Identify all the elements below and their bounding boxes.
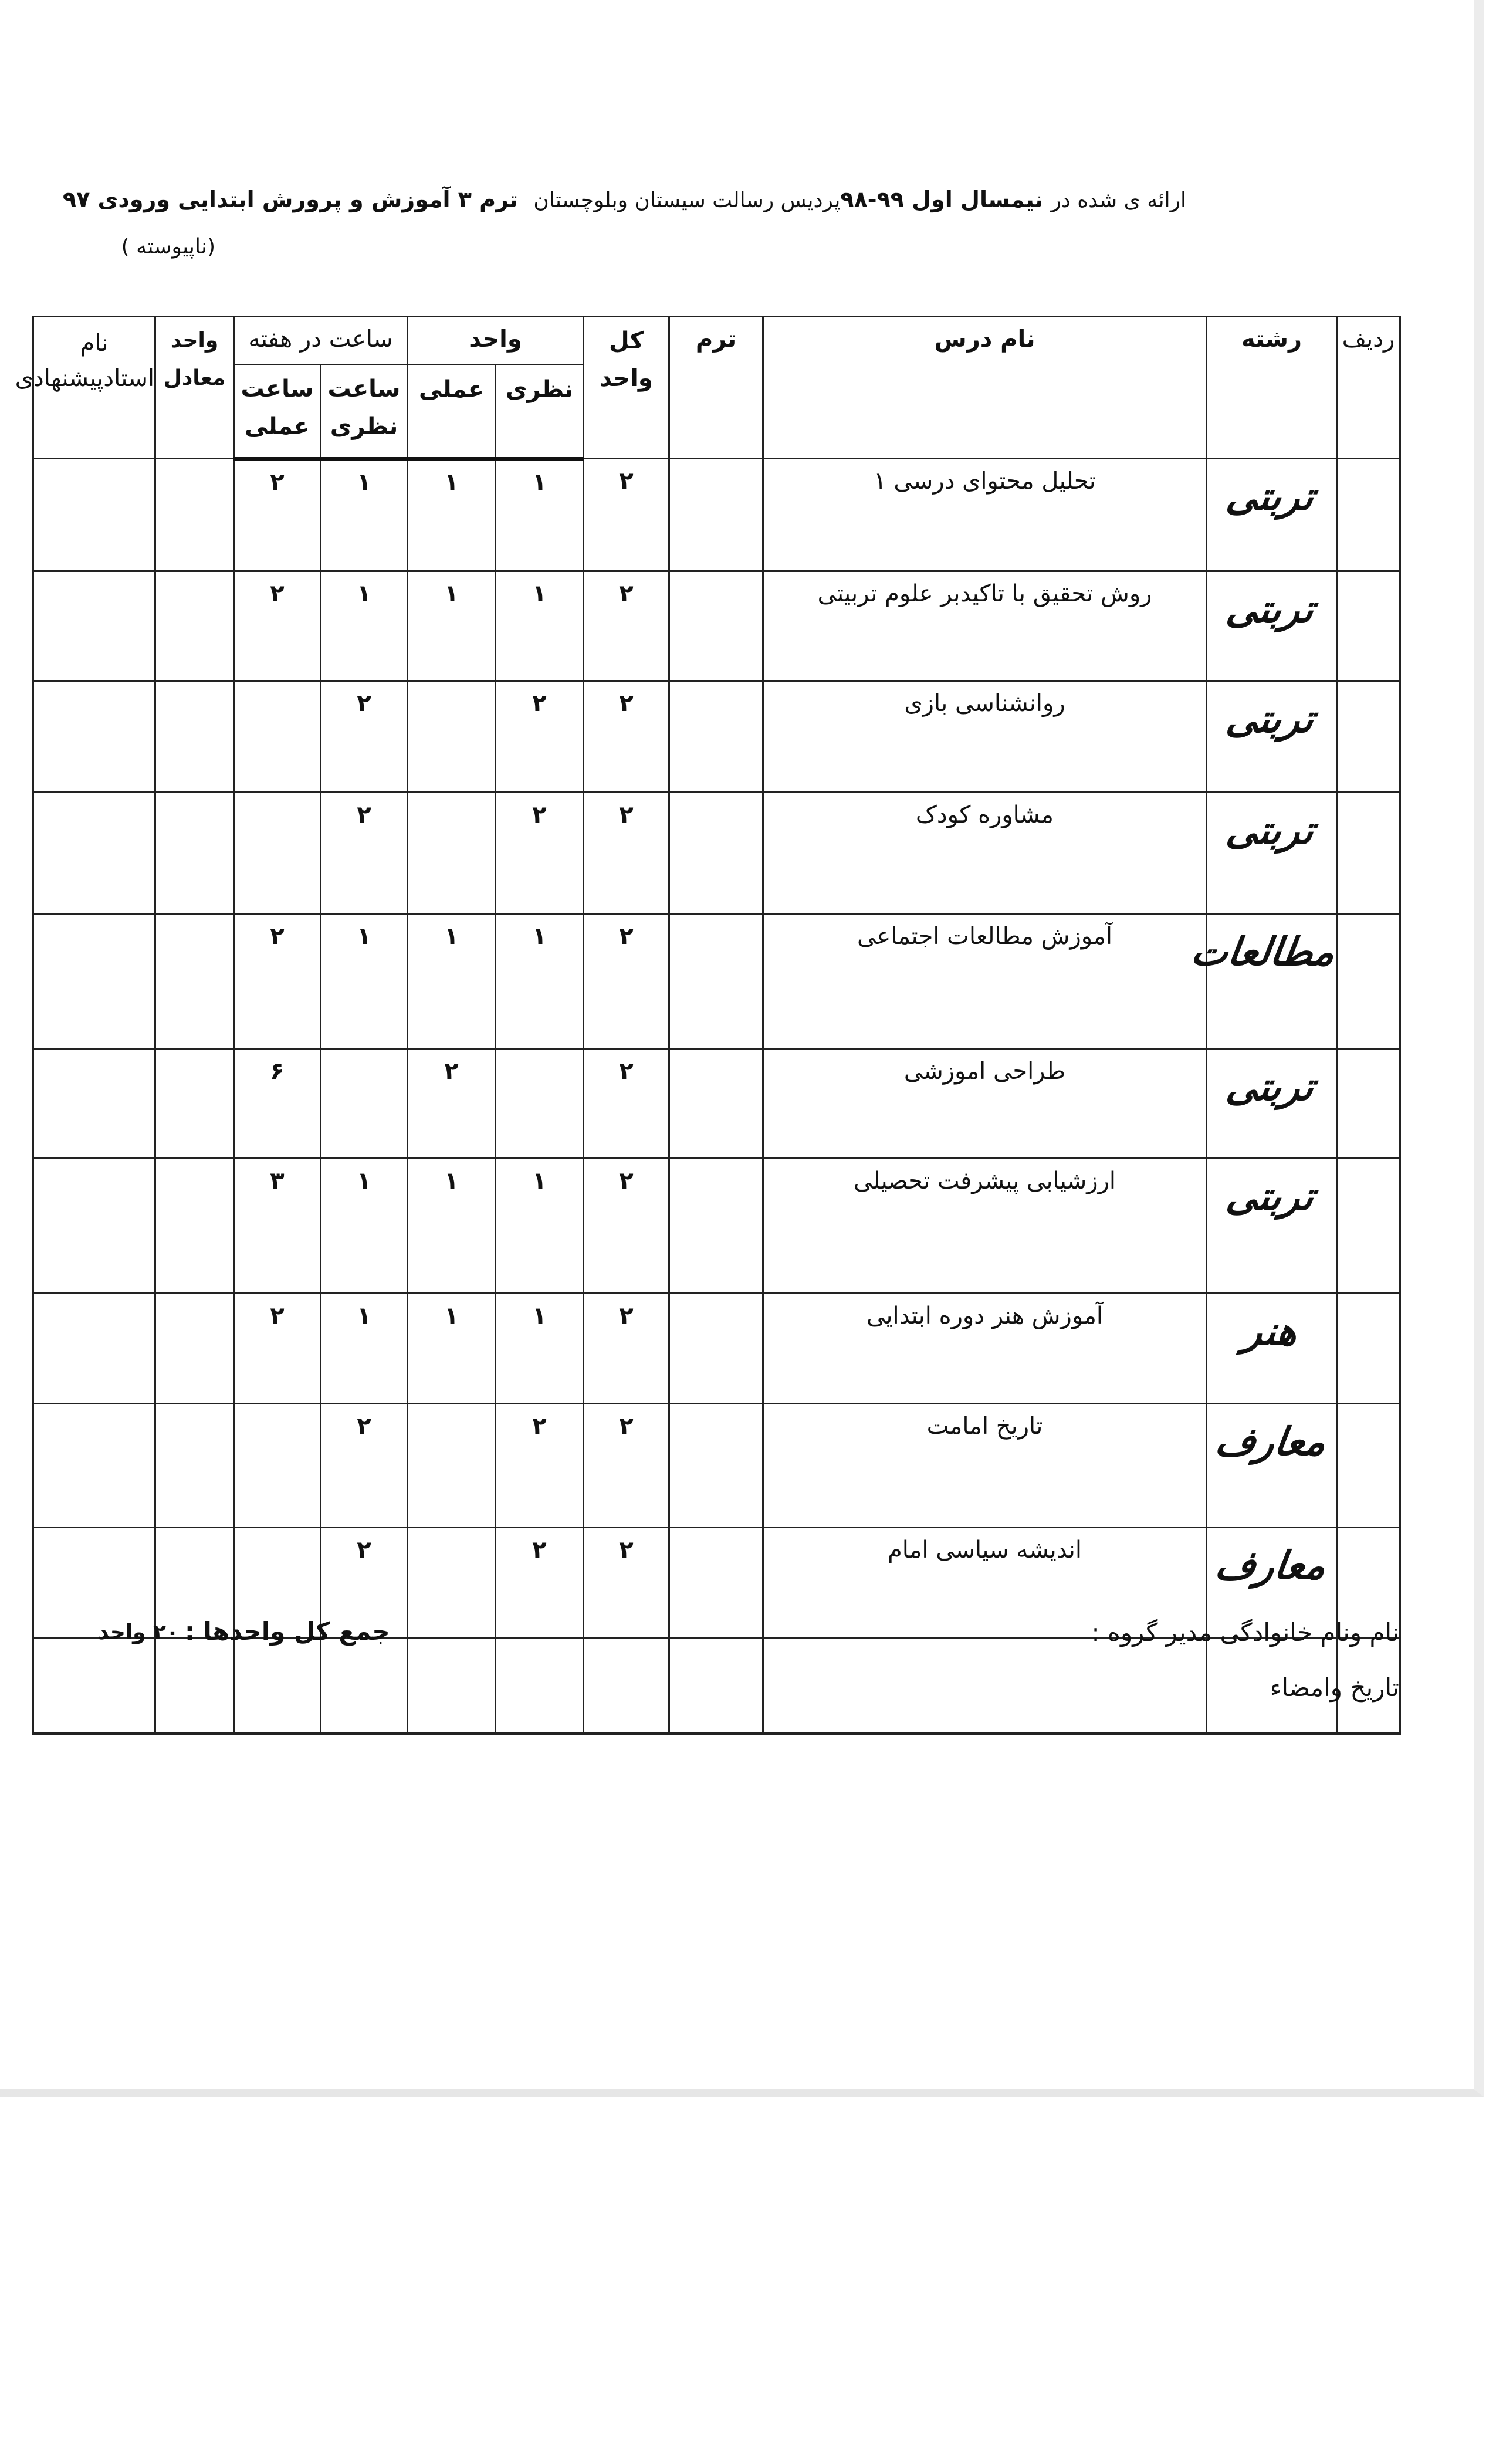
cell-equiv bbox=[155, 571, 234, 681]
header-equivalent-unit: واحد معادل bbox=[155, 317, 234, 459]
cell-u-practical bbox=[408, 792, 496, 913]
table-row bbox=[33, 681, 1400, 793]
cell-u-theory: ۱ bbox=[496, 914, 584, 1049]
cell-total: ۲ bbox=[584, 914, 669, 1049]
cell-h-practical bbox=[234, 1403, 321, 1528]
cell-course: روش تحقیق با تاکیدبر علوم تربیتی bbox=[763, 571, 1207, 681]
cell-field bbox=[1207, 792, 1337, 913]
title-part-3: پردیس رسالت سیستان وبلوچستان bbox=[533, 188, 841, 212]
cell-h-theory bbox=[321, 1049, 408, 1159]
cell-course: تحلیل محتوای درسی ۱ bbox=[763, 459, 1207, 571]
cell-field bbox=[1207, 459, 1337, 571]
handwritten-field: تربتی bbox=[1224, 807, 1318, 853]
cell-term bbox=[669, 1159, 763, 1294]
cell-field bbox=[1207, 1294, 1337, 1403]
cell-total: ۲ bbox=[584, 1528, 669, 1637]
cell-h-theory: ۲ bbox=[321, 792, 408, 913]
title-part-4: ترم ۳ آموزش و پرورش ابتدایی ورودی ۹۷ bbox=[62, 187, 518, 212]
cell-h-practical: ۲ bbox=[234, 1294, 321, 1403]
signature-section bbox=[32, 1609, 1399, 1734]
cell-term bbox=[669, 1294, 763, 1403]
cell-u-theory: ۱ bbox=[496, 1159, 584, 1294]
cell-field bbox=[1207, 1159, 1337, 1294]
table-row bbox=[33, 792, 1400, 913]
header-row-index: ردیف bbox=[1337, 317, 1400, 459]
cell-h-practical bbox=[234, 681, 321, 793]
cell-h-practical: ۲ bbox=[234, 571, 321, 681]
cell-row bbox=[1337, 681, 1400, 793]
table-row bbox=[33, 1049, 1400, 1159]
cell-instructor bbox=[33, 1049, 155, 1159]
cell-course: تاریخ امامت bbox=[763, 1403, 1207, 1528]
cell-field bbox=[1207, 681, 1337, 793]
cell-total: ۲ bbox=[584, 1294, 669, 1403]
cell-equiv bbox=[155, 1049, 234, 1159]
table-row bbox=[33, 1403, 1400, 1528]
cell-course: طراحی اموزشی bbox=[763, 1049, 1207, 1159]
cell-h-theory: ۲ bbox=[321, 681, 408, 793]
cell-total: ۲ bbox=[584, 792, 669, 913]
cell-h-theory: ۱ bbox=[321, 1159, 408, 1294]
cell-field bbox=[1189, 914, 1338, 1049]
cell-total: ۲ bbox=[584, 1049, 669, 1159]
cell-u-theory: ۱ bbox=[496, 459, 584, 571]
cell-u-theory: ۲ bbox=[496, 1403, 584, 1528]
header-units: واحد bbox=[408, 317, 584, 365]
cell-u-theory: ۱ bbox=[496, 1294, 584, 1403]
total-units-label: جمع کل واحدها : bbox=[185, 1617, 390, 1646]
cell-row bbox=[1337, 1049, 1400, 1159]
cell-equiv bbox=[155, 1159, 234, 1294]
total-units-value: ۲۰ واحد bbox=[98, 1620, 179, 1644]
cell-course: ارزشیابی پیشرفت تحصیلی bbox=[763, 1159, 1207, 1294]
handwritten-field: هنر bbox=[1240, 1308, 1301, 1355]
cell-term bbox=[669, 914, 763, 1049]
cell-total: ۲ bbox=[584, 681, 669, 793]
cell-term bbox=[669, 571, 763, 681]
cell-u-practical: ۱ bbox=[408, 1159, 496, 1294]
cell-h-practical: ۶ bbox=[234, 1049, 321, 1159]
course-table bbox=[15, 316, 1401, 1735]
document-subtitle: (ناپیوسته ) bbox=[121, 235, 215, 259]
cell-term bbox=[669, 1403, 763, 1528]
cell-h-practical: ۲ bbox=[234, 459, 321, 571]
cell-course: اندیشه سیاسی امام bbox=[763, 1528, 1207, 1637]
header-field: رشته bbox=[1207, 317, 1337, 459]
cell-h-theory: ۲ bbox=[321, 1528, 408, 1637]
cell-row bbox=[1337, 1159, 1400, 1294]
cell-h-theory: ۱ bbox=[321, 1294, 408, 1403]
cell-field bbox=[1207, 571, 1337, 681]
group-manager-label: نام ونام خانوادگی مدیر گروه : bbox=[1091, 1618, 1399, 1647]
cell-u-theory: ۲ bbox=[496, 681, 584, 793]
cell-instructor bbox=[33, 459, 155, 571]
header-hours-practical: ساعت عملی bbox=[234, 365, 321, 459]
table-row bbox=[33, 1294, 1400, 1403]
cell-term bbox=[669, 459, 763, 571]
cell-u-theory: ۱ bbox=[496, 571, 584, 681]
cell-u-theory: ۲ bbox=[496, 792, 584, 913]
cell-h-practical bbox=[234, 792, 321, 913]
title-part-1: ارائه ی شده در bbox=[1051, 188, 1186, 212]
cell-instructor bbox=[33, 914, 155, 1049]
header-units-practical: عملی bbox=[408, 365, 496, 459]
header-term: ترم bbox=[669, 317, 763, 459]
table-row bbox=[33, 1159, 1400, 1294]
cell-term bbox=[669, 681, 763, 793]
cell-h-theory: ۱ bbox=[321, 459, 408, 571]
cell-instructor bbox=[33, 1294, 155, 1403]
cell-course: روانشناسی بازی bbox=[763, 681, 1207, 793]
cell-h-theory: ۲ bbox=[321, 1403, 408, 1528]
cell-course: مشاوره کودک bbox=[763, 792, 1207, 913]
cell-equiv bbox=[155, 792, 234, 913]
cell-h-practical: ۳ bbox=[234, 1159, 321, 1294]
cell-row bbox=[1337, 571, 1400, 681]
document-title bbox=[63, 187, 1186, 212]
cell-instructor bbox=[33, 681, 155, 793]
handwritten-field: مطالعات bbox=[1189, 929, 1338, 975]
cell-u-practical bbox=[408, 1403, 496, 1528]
table-row bbox=[33, 914, 1400, 1049]
cell-row bbox=[1337, 914, 1400, 1049]
cell-u-practical: ۲ bbox=[408, 1049, 496, 1159]
handwritten-field: تربتی bbox=[1224, 696, 1318, 742]
cell-total: ۲ bbox=[584, 1403, 669, 1528]
header-units-theory: نظری bbox=[496, 365, 584, 459]
cell-instructor bbox=[33, 571, 155, 681]
cell-u-practical: ۱ bbox=[408, 1294, 496, 1403]
cell-equiv bbox=[155, 1294, 234, 1403]
handwritten-field: تربتی bbox=[1224, 585, 1318, 632]
table-row bbox=[33, 571, 1400, 681]
cell-course: آموزش هنر دوره ابتدایی bbox=[763, 1294, 1207, 1403]
cell-row bbox=[1337, 1403, 1400, 1528]
cell-row bbox=[1337, 1294, 1400, 1403]
cell-u-theory: ۲ bbox=[496, 1528, 584, 1637]
cell-row bbox=[1337, 459, 1400, 571]
handwritten-field: تربتی bbox=[1224, 1173, 1318, 1220]
cell-equiv bbox=[155, 681, 234, 793]
cell-instructor bbox=[33, 1403, 155, 1528]
table-row bbox=[33, 459, 1400, 571]
handwritten-field: معارف bbox=[1212, 1418, 1329, 1464]
cell-field bbox=[1207, 1049, 1337, 1159]
header-hours-theory: ساعت نظری bbox=[321, 365, 408, 459]
cell-h-theory: ۱ bbox=[321, 571, 408, 681]
title-part-2: نیمسال اول ۹۹-۹۸ bbox=[840, 187, 1044, 212]
cell-u-theory bbox=[496, 1049, 584, 1159]
cell-total: ۲ bbox=[584, 1159, 669, 1294]
header-total-units: کل واحد bbox=[584, 317, 669, 459]
cell-equiv bbox=[155, 1403, 234, 1528]
handwritten-field: تربتی bbox=[1224, 1064, 1318, 1110]
cell-row bbox=[1337, 792, 1400, 913]
cell-course: آموزش مطالعات اجتماعی bbox=[763, 914, 1207, 1049]
cell-term bbox=[669, 1049, 763, 1159]
handwritten-field: معارف bbox=[1212, 1542, 1329, 1589]
cell-term bbox=[669, 792, 763, 913]
cell-h-practical: ۲ bbox=[234, 914, 321, 1049]
cell-field bbox=[1207, 1403, 1337, 1528]
date-signature-label: تاریخ وامضاء bbox=[1270, 1673, 1399, 1702]
cell-u-practical: ۱ bbox=[408, 914, 496, 1049]
cell-h-theory: ۱ bbox=[321, 914, 408, 1049]
cell-instructor bbox=[33, 792, 155, 913]
cell-u-practical bbox=[408, 681, 496, 793]
cell-instructor bbox=[33, 1159, 155, 1294]
header-weekly-hours: ساعت در هفته bbox=[234, 317, 408, 365]
header-suggested-instructor: نام استادپیشنهادی bbox=[33, 317, 155, 459]
cell-total: ۲ bbox=[584, 459, 669, 571]
handwritten-field: تربتی bbox=[1224, 473, 1318, 519]
cell-total: ۲ bbox=[584, 571, 669, 681]
cell-u-practical: ۱ bbox=[408, 459, 496, 571]
header-course-name: نام درس bbox=[763, 317, 1207, 459]
cell-u-practical: ۱ bbox=[408, 571, 496, 681]
cell-equiv bbox=[155, 459, 234, 571]
cell-equiv bbox=[155, 914, 234, 1049]
